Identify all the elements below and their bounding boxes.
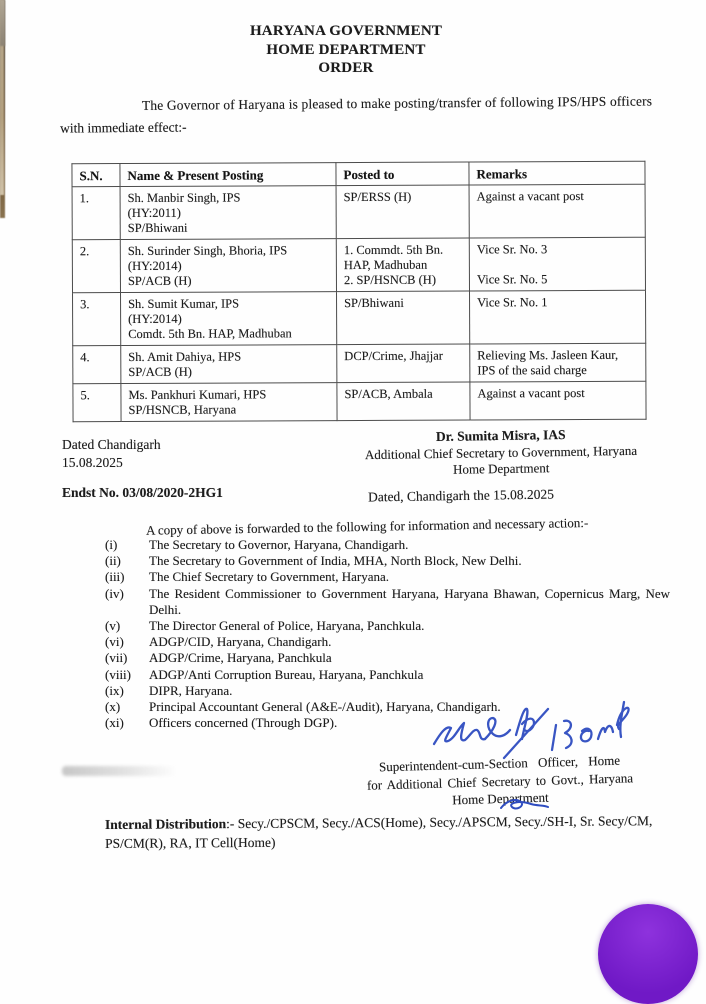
- list-item: [105, 537, 670, 553]
- list-item-text: The Chief Secretary to Government, Haryana.: [149, 569, 390, 585]
- superintendent-line-2: for Additional Chief Secretary to Govt., Haryana: [366, 769, 634, 793]
- list-item-number: (ii): [105, 553, 121, 569]
- cell-sn: 4.: [73, 346, 121, 384]
- table-row: [73, 381, 646, 421]
- table-row: [73, 343, 646, 383]
- list-item-number: (iii): [105, 569, 125, 585]
- list-item-text: The Secretary to Government of India, MHA, North Block, New Delhi.: [149, 553, 522, 569]
- cell-name: Ms. Pankhuri Kumari, HPS SP/HSNCB, Haryana: [121, 383, 337, 422]
- list-item: [105, 586, 670, 618]
- table-row: [73, 290, 646, 345]
- column-header-sn: S.N.: [72, 164, 120, 187]
- list-item-number: (viii): [105, 666, 131, 682]
- list-item: [105, 618, 670, 634]
- officer-name: Dr. Sumita Misra, IAS: [435, 426, 566, 445]
- cell-name: Sh. Surinder Singh, Bhoria, IPS (HY:2014) SP/ACB (H): [120, 239, 336, 293]
- list-item-text: ADGP/Crime, Haryana, Panchkula: [149, 650, 332, 666]
- header-department: HOME DEPARTMENT: [266, 41, 426, 58]
- cell-remarks: Vice Sr. No. 1: [469, 290, 645, 344]
- cell-name: Sh. Manbir Singh, IPS (HY:2011) SP/Bhiwani: [120, 186, 336, 240]
- list-item: [105, 553, 670, 569]
- cell-posted: SP/Bhiwani: [337, 291, 470, 345]
- list-item-number: (vi): [105, 634, 124, 650]
- header-government: HARYANA GOVERNMENT: [249, 23, 443, 39]
- column-header-posted: Posted to: [336, 162, 469, 186]
- column-header-name: Name & Present Posting: [120, 163, 336, 187]
- cell-posted: 1. Commdt. 5th Bn. HAP, Madhuban 2. SP/HSNCB (H): [336, 238, 469, 292]
- officer-signoff-block: [355, 426, 648, 480]
- list-item: [105, 667, 670, 683]
- superintendent-line-3: Home Department: [452, 789, 549, 808]
- cell-posted: SP/ERSS (H): [336, 185, 469, 239]
- cell-remarks: Vice Sr. No. 3 Vice Sr. No. 5: [469, 237, 645, 291]
- dated-place: Dated Chandigarh: [62, 437, 161, 452]
- table-row: [72, 237, 645, 292]
- internal-distribution-label: Internal Distribution: [104, 816, 227, 832]
- scan-smudge: [62, 766, 177, 776]
- internal-distribution-text: :- Secy./CPSCM, Secy./ACS(Home), Secy./APSCM, Secy./SH-I, Sr. Secy/CM, PS/CM(R), RA, IT Cell(Home): [105, 813, 653, 851]
- table-row: [72, 184, 645, 239]
- forwarding-intro: A copy of above is forwarded to the following for information and necessary action:-: [145, 514, 589, 538]
- list-item-number: (iv): [105, 585, 124, 601]
- cell-remarks: Relieving Ms. Jasleen Kaur, IPS of the said charge: [470, 343, 646, 382]
- list-item-text: The Director General of Police, Haryana, Panchkula.: [149, 618, 425, 634]
- cell-posted: DCP/Crime, Jhajjar: [337, 344, 470, 383]
- cell-sn: 5.: [73, 384, 121, 422]
- list-item-text: The Secretary to Governor, Haryana, Chandigarh.: [149, 537, 409, 552]
- list-item-number: (i): [105, 537, 118, 552]
- cell-remarks: Against a vacant post: [469, 184, 645, 238]
- header-order-title: ORDER: [318, 60, 374, 76]
- list-item-text: DIPR, Haryana.: [149, 682, 233, 698]
- list-item-number: (x): [105, 699, 121, 715]
- cell-sn: 1.: [72, 187, 120, 240]
- list-item-text: ADGP/Anti Corruption Bureau, Haryana, Panchkula: [149, 666, 424, 682]
- list-item-number: (v): [105, 618, 121, 634]
- cell-remarks: Against a vacant post: [470, 381, 646, 420]
- cell-sn: 3.: [73, 293, 121, 346]
- list-item: [105, 650, 670, 666]
- list-item: [105, 634, 670, 650]
- list-item-text: The Resident Commissioner to Government Haryana, Haryana Bhawan, Copernicus Marg, New Delhi.: [149, 585, 670, 617]
- signature-flourish: [498, 797, 550, 813]
- list-item-text: Principal Accountant General (A&E-/Audit), Haryana, Chandigarh.: [149, 699, 501, 715]
- cell-name: Sh. Sumit Kumar, IPS (HY:2014) Comdt. 5th Bn. HAP, Madhuban: [121, 292, 337, 346]
- officer-title: Additional Chief Secretary to Government, Haryana: [364, 442, 638, 462]
- superintendent-line-1: Superintendent-cum-Section Officer, Home: [378, 752, 621, 775]
- list-item-number: (vii): [105, 650, 128, 666]
- floating-action-button[interactable]: [598, 904, 698, 1004]
- internal-distribution: [105, 811, 671, 853]
- list-item-number: (xi): [105, 715, 124, 731]
- dated-block: [62, 436, 161, 472]
- list-item-text: ADGP/CID, Haryana, Chandigarh.: [149, 634, 332, 650]
- endst-dated: Dated, Chandigarh the 15.08.2025: [367, 486, 555, 505]
- list-item: [105, 569, 670, 585]
- intro-paragraph: [60, 93, 660, 136]
- posting-transfer-table: [71, 161, 646, 423]
- cell-name: Sh. Amit Dahiya, HPS SP/ACB (H): [121, 345, 337, 384]
- cell-posted: SP/ACB, Ambala: [337, 382, 470, 421]
- cell-sn: 2.: [72, 240, 120, 293]
- intro-line-1: The Governor of Haryana is pleased to make posting/transfer of following IPS/HPS officers: [141, 93, 653, 113]
- document-header: [0, 22, 692, 78]
- list-item-number: (ix): [105, 682, 124, 698]
- list-item-text: Officers concerned (Through DGP).: [149, 715, 338, 731]
- intro-line-2: with immediate effect:-: [60, 119, 187, 136]
- dated-date: 15.08.2025: [62, 455, 123, 470]
- table-header-row: [72, 161, 645, 186]
- endst-number: Endst No. 03/08/2020-2HG1: [62, 485, 223, 500]
- officer-department: Home Department: [452, 460, 550, 477]
- column-header-remarks: Remarks: [469, 161, 645, 185]
